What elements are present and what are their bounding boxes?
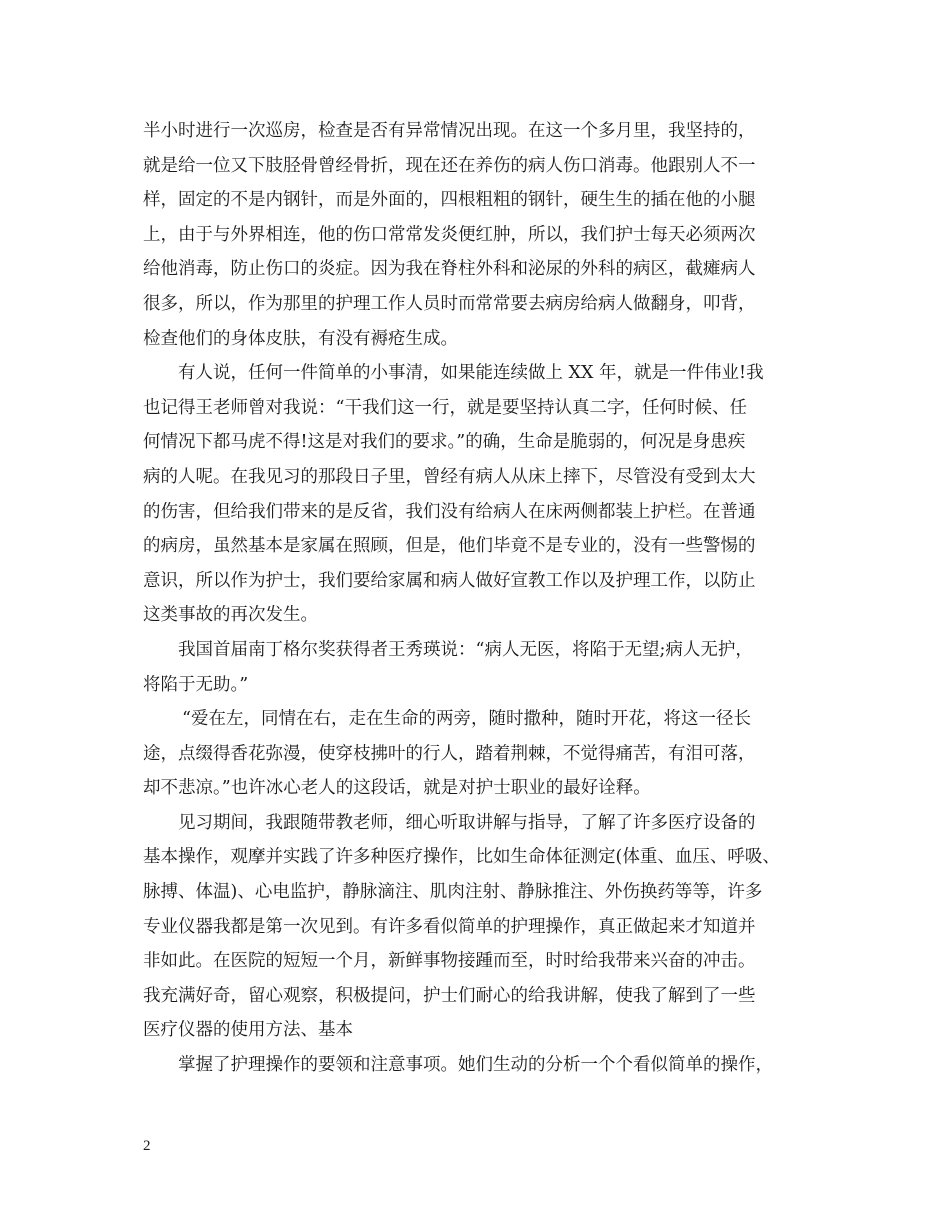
text-line: 我国首届南丁格尔奖获得者王秀瑛说：“病人无医，将陷于无望;病人无护， (178, 639, 753, 660)
text-line: 掌握了护理操作的要领和注意事项。她们生动的分析一个个看似简单的操作， (178, 1055, 773, 1076)
body-text (143, 114, 823, 1083)
text-line: 给他消毒，防止伤口的炎症。因为我在脊柱外科和泌尿的外科的病区，截瘫病人 (143, 259, 756, 280)
text-line: 也记得王老师曾对我说：“干我们这一行，就是要坚持认真二字，任何时候、任 (143, 397, 747, 418)
text-line: 见习期间，我跟随带教老师，细心听取讲解与指导，了解了许多医疗设备的 (178, 812, 756, 833)
text-line: 却不悲凉。”也许冰心老人的这段话，就是对护士职业的最好诠释。 (143, 778, 651, 799)
text-line: 病的人呢。在我见习的那段日子里，曾经有病人从床上摔下，尽管没有受到太大 (143, 466, 756, 487)
text-line: 半小时进行一次巡房，检查是否有异常情况出现。在这一个多月里，我坚持的， (143, 121, 756, 141)
text-line: 上，由于与外界相连，他的伤口常常发炎便红肿，所以，我们护士每天必须两次 (143, 224, 756, 245)
text-line: 的伤害，但给我们带来的是反省，我们没有给病人在床两侧都装上护栏。在普通 (143, 501, 756, 522)
text-line: 基本操作，观摩并实践了许多种医疗操作，比如生命体征测定(体重、血压、呼吸、 (143, 847, 780, 868)
text-line: 途，点缀得香花弥漫，使穿枝拂叶的行人，踏着荆棘，不觉得痛苦，有泪可落， (143, 743, 756, 764)
text-line: 非如此。在医院的短短一个月，新鲜事物接踵而至，时时给我带来兴奋的冲击。 (143, 951, 756, 972)
text-line: 就是给一位又下肢胫骨曾经骨折，现在还在养伤的病人伤口消毒。他跟别人不一 (143, 155, 756, 176)
text-line: 意识，所以作为护士，我们要给家属和病人做好宣教工作以及护理工作，以防止 (143, 570, 756, 591)
text-line: 很多，所以，作为那里的护理工作人员时而常常要去病房给病人做翻身，叩背， (143, 293, 756, 314)
text-line: “爱在左，同情在右，走在生命的两旁，随时撒种，随时开花，将这一径长 (182, 709, 751, 730)
text-line: 脉搏、体温)、心电监护，静脉滴注、肌肉注射、静脉推注、外伤换药等等，许多 (143, 882, 763, 903)
text-line: 专业仪器我都是第一次见到。有许多看似简单的护理操作，真正做起来才知道并 (143, 916, 756, 937)
page-number: 2 (143, 1138, 151, 1154)
text-line: 样，固定的不是内钢针，而是外面的，四根粗粗的钢针，硬生生的插在他的小腿 (143, 190, 756, 211)
text-line: 医疗仪器的使用方法、基本 (143, 1020, 353, 1041)
text-line: 这类事故的再次发生。 (143, 605, 318, 626)
text-line: 我充满好奇，留心观察，积极提问，护士们耐心的给我讲解，使我了解到了一些 (143, 985, 756, 1006)
text-line: 的病房，虽然基本是家属在照顾，但是，他们毕竟不是专业的，没有一些警惕的 (143, 536, 756, 557)
text-line: 检查他们的身体皮肤，有没有褥疮生成。 (143, 328, 458, 349)
text-line: 将陷于无助。” (143, 674, 249, 695)
text-line: 有人说，任何一件简单的小事清，如果能连续做上 XX 年，就是一件伟业!我 (178, 363, 764, 384)
text-line: 何情况下都马虎不得!这是对我们的要求。”的确，生命是脆弱的，何况是身患疾 (143, 432, 746, 453)
